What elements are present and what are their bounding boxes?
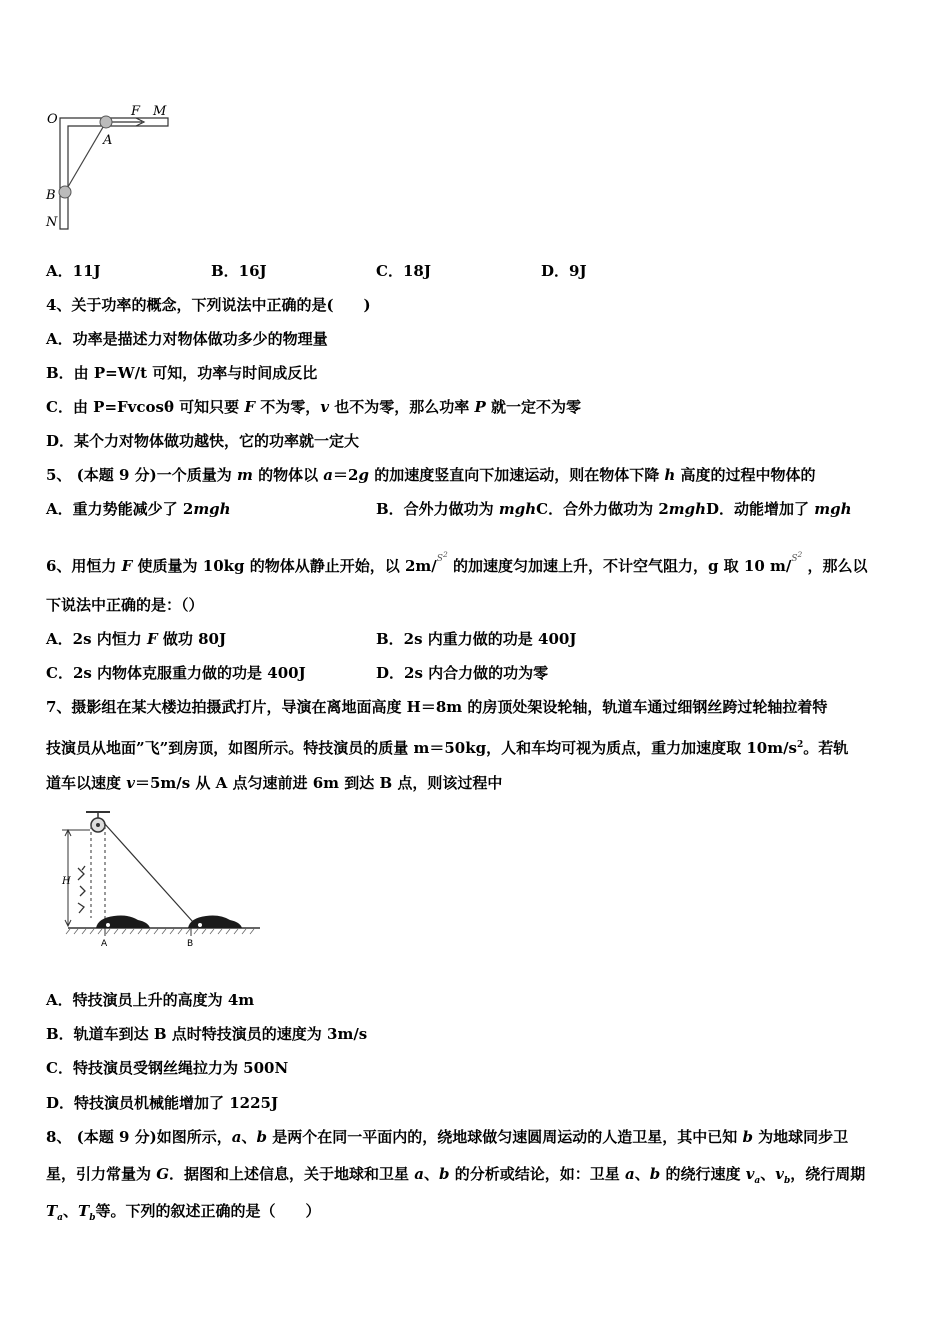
- label-a: A: [103, 133, 113, 148]
- q4-stem: 4、关于功率的概念，下列说法中正确的是( ): [46, 296, 371, 314]
- ring-a: [100, 116, 112, 128]
- q8-stem-line3: $T_a$、$T_b$等。下列的叙述正确的是（ ）: [46, 1202, 321, 1223]
- q7-option-a: A．特技演员上升的高度为 4m: [46, 991, 255, 1009]
- car-at-b: [188, 916, 242, 929]
- q7-stem-line1: 7、摄影组在某大楼边拍摄武打片，导演在离地面高度 H＝8m 的房顶处架设轮轴，轨道车通过细钢丝跨过轮轴拉着特: [46, 698, 828, 716]
- q8-stem-line2: 星，引力常量为 G．据图和上述信息，关于地球和卫星 a、b 的分析或结论，如：卫星 a、b 的绕行速度 $v_a$、$v_b$，绕行周期: [46, 1165, 866, 1186]
- q5-stem: 5、 (本题 9 分)一个质量为 m 的物体以 a＝2g 的加速度竖直向下加速运动，则在物体下降 h 高度的过程中物体的: [46, 466, 816, 484]
- label-m: M: [153, 104, 167, 119]
- q4-option-a: A．功率是描述力对物体做功多少的物理量: [46, 330, 328, 348]
- label-point-a: A: [101, 939, 108, 949]
- q3-option-a: A．11J: [46, 262, 101, 280]
- q3-option-d: D．9J: [541, 262, 587, 280]
- label-n: N: [46, 215, 58, 230]
- q5-option-a: A．重力势能减少了 2mgh: [46, 500, 231, 518]
- q4-option-b: B．由 P=W/t 可知，功率与时间成反比: [46, 364, 318, 382]
- q7-stem-line2: 技演员从地面”飞”到房顶，如图所示。特技演员的质量 m＝50kg，人和车均可视为质点，重力加速度取 $10m/s^2$。若轨: [46, 739, 849, 757]
- q6-option-d: D．2s 内合力做的功为零: [376, 664, 549, 682]
- label-h: H: [62, 876, 71, 887]
- q3-option-c: C．18J: [376, 262, 431, 280]
- label-o: O: [47, 112, 58, 127]
- label-f: F: [131, 104, 141, 119]
- label-point-b: B: [187, 939, 194, 949]
- q8-stem-line1: 8、 (本题 9 分)如图所示，a、b 是两个在同一平面内的，绕地球做匀速圆周运动的人造卫星，其中已知 b 为地球同步卫: [46, 1128, 849, 1146]
- ring-b: [59, 186, 71, 198]
- q6-option-c: C．2s 内物体克服重力做的功是 400J: [46, 664, 306, 682]
- q7-option-c: C．特技演员受钢丝绳拉力为 500N: [46, 1059, 289, 1077]
- q7-option-d: D．特技演员机械能增加了 1225J: [46, 1094, 279, 1112]
- car-at-a: [96, 916, 150, 929]
- q3-option-b: B．16J: [211, 262, 267, 280]
- q7-option-b: B．轨道车到达 B 点时特技演员的速度为 3m/s: [46, 1025, 368, 1043]
- q6-option-a: A．2s 内恒力 F 做功 80J: [46, 630, 227, 648]
- figure-rod-rings: [40, 98, 180, 238]
- q6-option-b: B．2s 内重力做的功是 400J: [376, 630, 577, 648]
- figure-pulley-track: [60, 808, 270, 950]
- q4-option-d: D．某个力对物体做功越快，它的功率就一定大: [46, 432, 360, 450]
- q6-stem-line2: 下说法中正确的是：（）: [46, 596, 204, 614]
- q4-option-c: C．由 P=Fvcosθ 可知只要 F 不为零，v 也不为零，那么功率 P 就一定不为零: [46, 398, 581, 416]
- label-b: B: [46, 188, 56, 203]
- q5-options-bcd: B．合外力做功为 mghC．合外力做功为 2mghD．动能增加了 mgh: [376, 500, 852, 518]
- q7-stem-line3: 道车以速度 v＝5m/s 从 A 点匀速前进 6m 到达 B 点，则该过程中: [46, 774, 503, 792]
- q6-stem-line1: 6、用恒力 F 使质量为 10kg 的物体从静止开始，以 2m/$^{S^2}$ 的加速度匀加速上升，不计空气阻力，g 取 10 m/$^{S^2}$ ，那么以: [46, 550, 868, 575]
